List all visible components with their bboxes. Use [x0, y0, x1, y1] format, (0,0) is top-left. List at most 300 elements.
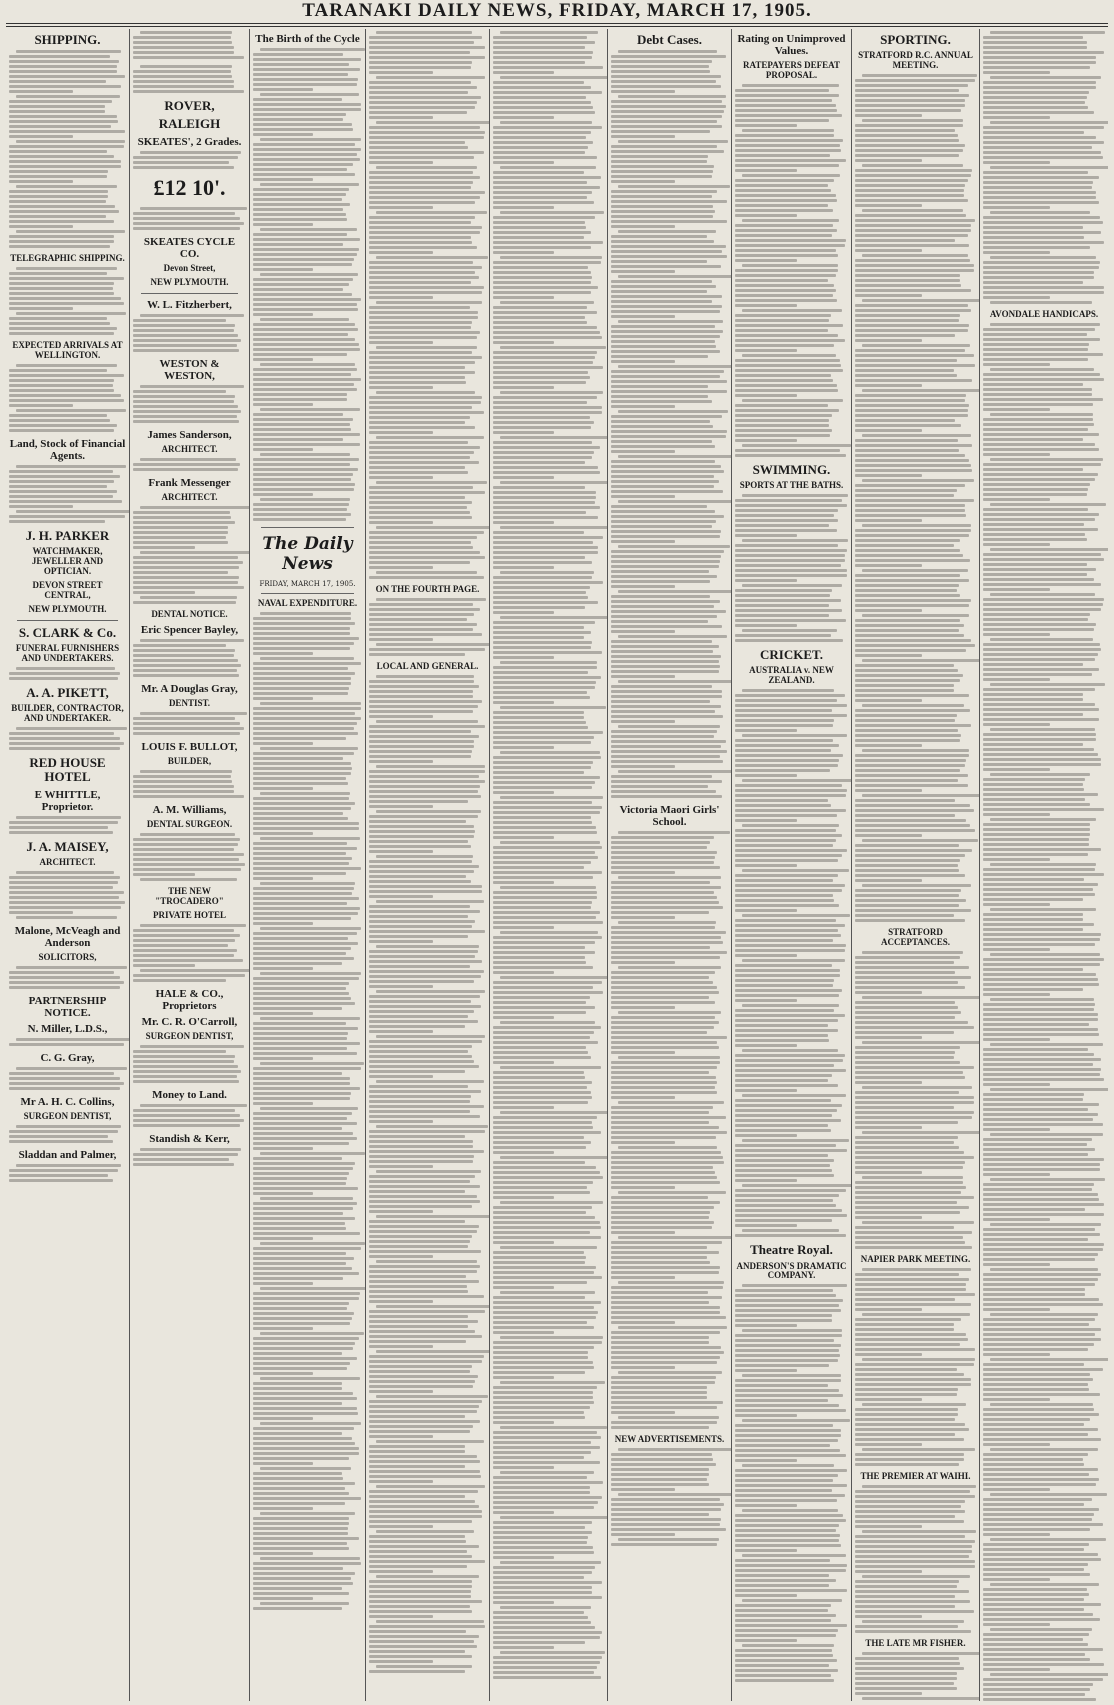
text-line — [133, 979, 226, 982]
text-line — [983, 733, 1096, 736]
text-line — [253, 358, 313, 361]
text-line — [9, 672, 120, 675]
text-line — [9, 677, 118, 680]
text-line — [253, 1477, 343, 1480]
text-line — [855, 1166, 963, 1169]
text-line — [855, 914, 954, 917]
text-line — [855, 364, 975, 367]
text-line — [983, 968, 1083, 971]
text-line — [611, 150, 724, 153]
text-line — [493, 341, 554, 344]
text-line — [855, 599, 971, 602]
text-line — [735, 89, 829, 92]
text-line — [611, 1508, 721, 1511]
text-line — [369, 1050, 468, 1053]
text-line — [493, 801, 592, 804]
text-line — [140, 31, 233, 34]
text-line — [611, 1426, 709, 1429]
text-line — [855, 1076, 965, 1079]
text-line — [735, 1324, 797, 1327]
text-line — [983, 1513, 1094, 1516]
text-line — [983, 56, 1096, 59]
text-line — [140, 770, 233, 773]
text-line — [493, 461, 585, 464]
text-line — [253, 1077, 350, 1080]
text-line — [611, 1533, 675, 1536]
text-line — [493, 656, 554, 659]
text-line — [611, 115, 722, 118]
text-line — [500, 976, 608, 979]
text-line — [855, 1016, 955, 1019]
text-line — [735, 359, 840, 362]
text-line — [983, 568, 1096, 571]
text-line — [260, 453, 350, 456]
text-line — [253, 887, 354, 890]
text-line — [253, 1052, 357, 1055]
text-line — [983, 1288, 1085, 1291]
text-line — [493, 171, 584, 174]
text-line — [855, 1303, 971, 1306]
text-line — [493, 1181, 593, 1184]
text-line — [618, 230, 716, 233]
text-line — [253, 1267, 352, 1270]
text-line — [983, 1188, 1092, 1191]
text-line — [611, 1211, 710, 1214]
text-line — [855, 79, 975, 82]
text-line — [369, 516, 472, 519]
text-line — [855, 604, 969, 607]
text-line — [611, 155, 708, 158]
text-line — [983, 1193, 1098, 1196]
text-line — [493, 111, 595, 114]
text-line — [9, 332, 114, 335]
text-line — [611, 790, 716, 793]
text-line — [369, 845, 471, 848]
text-line — [983, 1633, 1089, 1636]
text-line — [618, 1146, 717, 1149]
text-line — [855, 159, 922, 162]
text-line — [862, 704, 964, 707]
text-line — [369, 1005, 481, 1008]
text-line — [369, 1200, 480, 1203]
text-line — [133, 1153, 238, 1156]
text-line — [493, 1121, 592, 1124]
text-line — [253, 977, 359, 980]
text-line — [493, 836, 554, 839]
text-line — [983, 1258, 1095, 1261]
text-line — [855, 664, 954, 667]
text-line — [369, 351, 472, 354]
text-line — [493, 861, 591, 864]
text-line — [983, 111, 1094, 114]
text-line — [493, 1326, 594, 1329]
text-line — [611, 415, 722, 418]
text-line — [253, 1007, 342, 1010]
text-line — [369, 1135, 465, 1138]
text-line — [369, 1630, 466, 1633]
text-line — [735, 1099, 831, 1102]
text-line — [983, 1343, 1094, 1346]
text-line — [493, 216, 595, 219]
text-line — [990, 368, 1094, 371]
text-line — [735, 369, 843, 372]
text-line — [369, 1605, 470, 1608]
text-line — [611, 946, 710, 949]
text-line — [855, 1373, 964, 1376]
text-line — [611, 1131, 727, 1134]
text-line — [611, 300, 712, 303]
text-line — [260, 363, 356, 366]
text-line — [253, 932, 357, 935]
text-line — [493, 441, 592, 444]
text-line — [369, 1335, 482, 1338]
text-line — [133, 669, 237, 672]
text-line — [855, 986, 965, 989]
text-line — [855, 1308, 922, 1311]
text-line — [983, 533, 1085, 536]
text-line — [369, 1640, 474, 1643]
text-line — [983, 1253, 1098, 1256]
text-line — [983, 1613, 1093, 1616]
newply-line: NEW PLYMOUTH. — [28, 603, 107, 614]
text-line — [253, 1402, 342, 1405]
text-line — [493, 761, 593, 764]
local-text — [369, 675, 486, 1673]
text-line — [133, 1114, 240, 1117]
text-line — [9, 105, 105, 108]
text-line — [735, 1449, 840, 1452]
text-line — [855, 199, 968, 202]
text-line — [735, 534, 797, 537]
text-line — [735, 1429, 841, 1432]
text-line — [618, 1326, 727, 1329]
text-line — [369, 980, 474, 983]
text-line — [855, 709, 970, 712]
text-line — [369, 1085, 468, 1088]
text-line — [855, 314, 960, 317]
text-line — [983, 1463, 1084, 1466]
text-line — [493, 276, 592, 279]
text-line — [735, 699, 837, 702]
text-line — [611, 1046, 719, 1049]
text-line — [16, 871, 114, 874]
weston-heading: WESTON & WESTON, — [159, 357, 220, 382]
text-line — [983, 403, 1093, 406]
text-line — [253, 692, 348, 695]
text-line — [253, 1192, 313, 1195]
text-line — [253, 123, 352, 126]
text-line — [369, 633, 482, 636]
text-line — [983, 1543, 1089, 1546]
text-line — [253, 493, 313, 496]
text-line — [493, 1346, 594, 1349]
text-line — [253, 1487, 345, 1490]
text-line — [253, 1577, 351, 1580]
text-line — [9, 475, 120, 478]
text-line — [253, 1102, 313, 1105]
text-line — [611, 760, 723, 763]
text-line — [983, 1618, 1100, 1621]
text-line — [855, 759, 966, 762]
text-line — [9, 821, 118, 824]
text-line — [855, 1011, 961, 1014]
text-line — [990, 1088, 1108, 1091]
text-line — [253, 1097, 350, 1100]
text-line — [493, 1571, 592, 1574]
text-line — [611, 525, 712, 528]
text-line — [855, 284, 961, 287]
text-line — [862, 1131, 979, 1134]
text-line — [260, 228, 357, 231]
text-line — [253, 438, 343, 441]
text-line — [983, 1648, 1103, 1651]
text-line — [983, 1383, 1088, 1386]
text-line — [983, 898, 1083, 901]
text-line — [855, 279, 960, 282]
fourth-page-heading: ON THE FOURTH PAGE. — [375, 584, 480, 594]
text-line — [253, 103, 361, 106]
shipping-heading: SHIPPING. — [34, 32, 101, 47]
text-line — [493, 1211, 586, 1214]
text-line — [253, 1232, 360, 1235]
column-9 — [980, 29, 1108, 1701]
text-line — [983, 191, 1096, 194]
text-line — [742, 914, 850, 917]
text-line — [611, 700, 710, 703]
text-line — [493, 226, 586, 229]
text-line — [611, 180, 675, 183]
text-line — [369, 556, 485, 559]
text-line — [611, 1116, 726, 1119]
text-line — [855, 1418, 955, 1421]
text-line — [253, 707, 361, 710]
text-line — [983, 131, 1084, 134]
text-line — [742, 1644, 835, 1647]
text-line — [369, 638, 433, 641]
text-line — [611, 650, 713, 653]
text-line — [855, 639, 971, 642]
text-line — [253, 1317, 352, 1320]
text-line — [16, 966, 127, 969]
text-line — [735, 329, 828, 332]
text-line — [369, 531, 484, 534]
text-line — [369, 216, 475, 219]
text-line — [9, 70, 117, 73]
column-5 — [490, 29, 608, 1701]
text-line — [369, 1345, 433, 1348]
sladdan-heading: Sladdan and Palmer, — [18, 1149, 117, 1162]
malone-heading: Malone, McVeagh and Anderson — [14, 924, 121, 950]
text-line — [855, 774, 968, 777]
text-line — [369, 1250, 481, 1253]
text-line — [493, 1191, 590, 1194]
naval-heading: NAVAL EXPENDITURE. — [257, 598, 358, 609]
text-line — [493, 476, 554, 479]
theatre-text — [735, 1284, 848, 1682]
text-line — [862, 1268, 971, 1271]
text-line — [618, 275, 732, 278]
fitzherbert-text — [133, 314, 246, 352]
text-line — [983, 1238, 1088, 1241]
text-line — [253, 428, 351, 431]
text-line — [9, 906, 121, 909]
text-line — [369, 1610, 472, 1613]
maisey-sub: ARCHITECT. — [39, 857, 96, 868]
col4-text-top — [369, 31, 486, 579]
text-line — [133, 1070, 241, 1073]
text-line — [735, 1379, 841, 1382]
text-line — [735, 1009, 834, 1012]
text-line — [855, 1535, 965, 1538]
text-line — [611, 270, 675, 273]
text-line — [369, 1365, 472, 1368]
text-line — [855, 1066, 974, 1069]
text-line — [376, 481, 487, 484]
text-line — [253, 233, 347, 236]
text-line — [260, 93, 359, 96]
text-line — [16, 364, 117, 367]
bullot-sub: BUILDER, — [167, 755, 212, 766]
text-line — [493, 1086, 587, 1089]
text-line — [855, 219, 975, 222]
text-line — [16, 667, 115, 670]
skeates-grades: SKEATES', 2 Grades. — [137, 135, 242, 148]
text-line — [611, 986, 717, 989]
text-line — [253, 907, 360, 910]
text-line — [493, 246, 591, 249]
text-line — [611, 450, 675, 453]
text-line — [9, 414, 107, 417]
swimming-text — [735, 494, 848, 642]
text-line — [735, 579, 797, 582]
text-line — [493, 191, 592, 194]
text-line — [983, 136, 1096, 139]
text-line — [855, 289, 971, 292]
text-line — [983, 513, 1099, 516]
text-line — [253, 752, 354, 755]
text-line — [133, 222, 244, 225]
text-line — [983, 1273, 1101, 1276]
text-line — [369, 1045, 472, 1048]
birth-text — [253, 48, 362, 521]
text-line — [140, 314, 244, 317]
text-line — [855, 1525, 922, 1528]
text-line — [735, 819, 797, 822]
text-line — [983, 146, 1092, 149]
text-line — [862, 254, 967, 257]
text-line — [253, 667, 348, 670]
text-line — [983, 658, 1095, 661]
text-line — [855, 1490, 970, 1493]
text-line — [983, 1068, 1101, 1071]
text-line — [735, 1339, 834, 1342]
text-line — [611, 375, 720, 378]
text-line — [855, 504, 965, 507]
text-line — [369, 1160, 473, 1163]
text-line — [493, 156, 597, 159]
text-line — [983, 868, 1095, 871]
text-line — [855, 909, 971, 912]
text-line — [983, 848, 1101, 851]
text-line — [983, 1428, 1098, 1431]
text-line — [500, 1426, 608, 1429]
text-line — [369, 321, 472, 324]
text-line — [618, 410, 728, 413]
text-line — [253, 338, 355, 341]
text-line — [369, 506, 467, 509]
text-line — [742, 219, 839, 222]
text-line — [983, 778, 1085, 781]
text-line — [611, 1021, 719, 1024]
text-line — [611, 866, 720, 869]
text-line — [611, 665, 720, 668]
text-line — [9, 277, 124, 280]
land-stock-heading: Land, Stock of Financial Agents. — [9, 437, 126, 463]
text-line — [376, 1350, 490, 1353]
text-line — [369, 975, 481, 978]
text-line — [253, 952, 346, 955]
text-line — [260, 1512, 356, 1515]
sporting-heading: SPORTING. — [880, 32, 951, 47]
text-line — [983, 221, 1103, 224]
text-line — [611, 1026, 714, 1029]
text-line — [369, 690, 473, 693]
text-line — [611, 1241, 722, 1244]
text-line — [253, 1607, 342, 1610]
text-line — [369, 815, 478, 818]
text-line — [983, 353, 1103, 356]
text-line — [735, 1389, 839, 1392]
text-line — [493, 866, 584, 869]
text-line — [369, 251, 433, 254]
text-line — [983, 913, 1083, 916]
text-line — [611, 55, 726, 58]
text-line — [735, 1474, 838, 1477]
text-line — [742, 539, 848, 542]
text-line — [983, 1208, 1085, 1211]
text-line — [133, 659, 238, 662]
text-line — [611, 1231, 675, 1234]
text-line — [618, 725, 720, 728]
text-line — [983, 468, 1083, 471]
text-line — [983, 838, 1089, 841]
text-line — [253, 1572, 355, 1575]
text-line — [9, 1082, 124, 1085]
text-line — [618, 50, 717, 53]
text-line — [369, 331, 480, 334]
text-line — [735, 134, 834, 137]
text-line — [855, 1096, 974, 1099]
text-line — [983, 928, 1083, 931]
text-line — [253, 263, 352, 266]
text-line — [855, 991, 922, 994]
text-line — [855, 454, 965, 457]
text-line — [855, 1605, 955, 1608]
text-line — [855, 384, 922, 387]
text-line — [500, 661, 598, 664]
text-line — [611, 1031, 707, 1034]
text-line — [369, 860, 472, 863]
collins-text — [9, 1125, 126, 1143]
collins-heading: Mr A. H. C. Collins, — [20, 1096, 115, 1109]
text-line — [990, 1358, 1108, 1361]
text-line — [253, 503, 349, 506]
text-line — [735, 1144, 836, 1147]
text-line — [983, 1478, 1099, 1481]
text-line — [9, 235, 114, 238]
text-line — [376, 598, 486, 601]
text-line — [253, 1592, 349, 1595]
